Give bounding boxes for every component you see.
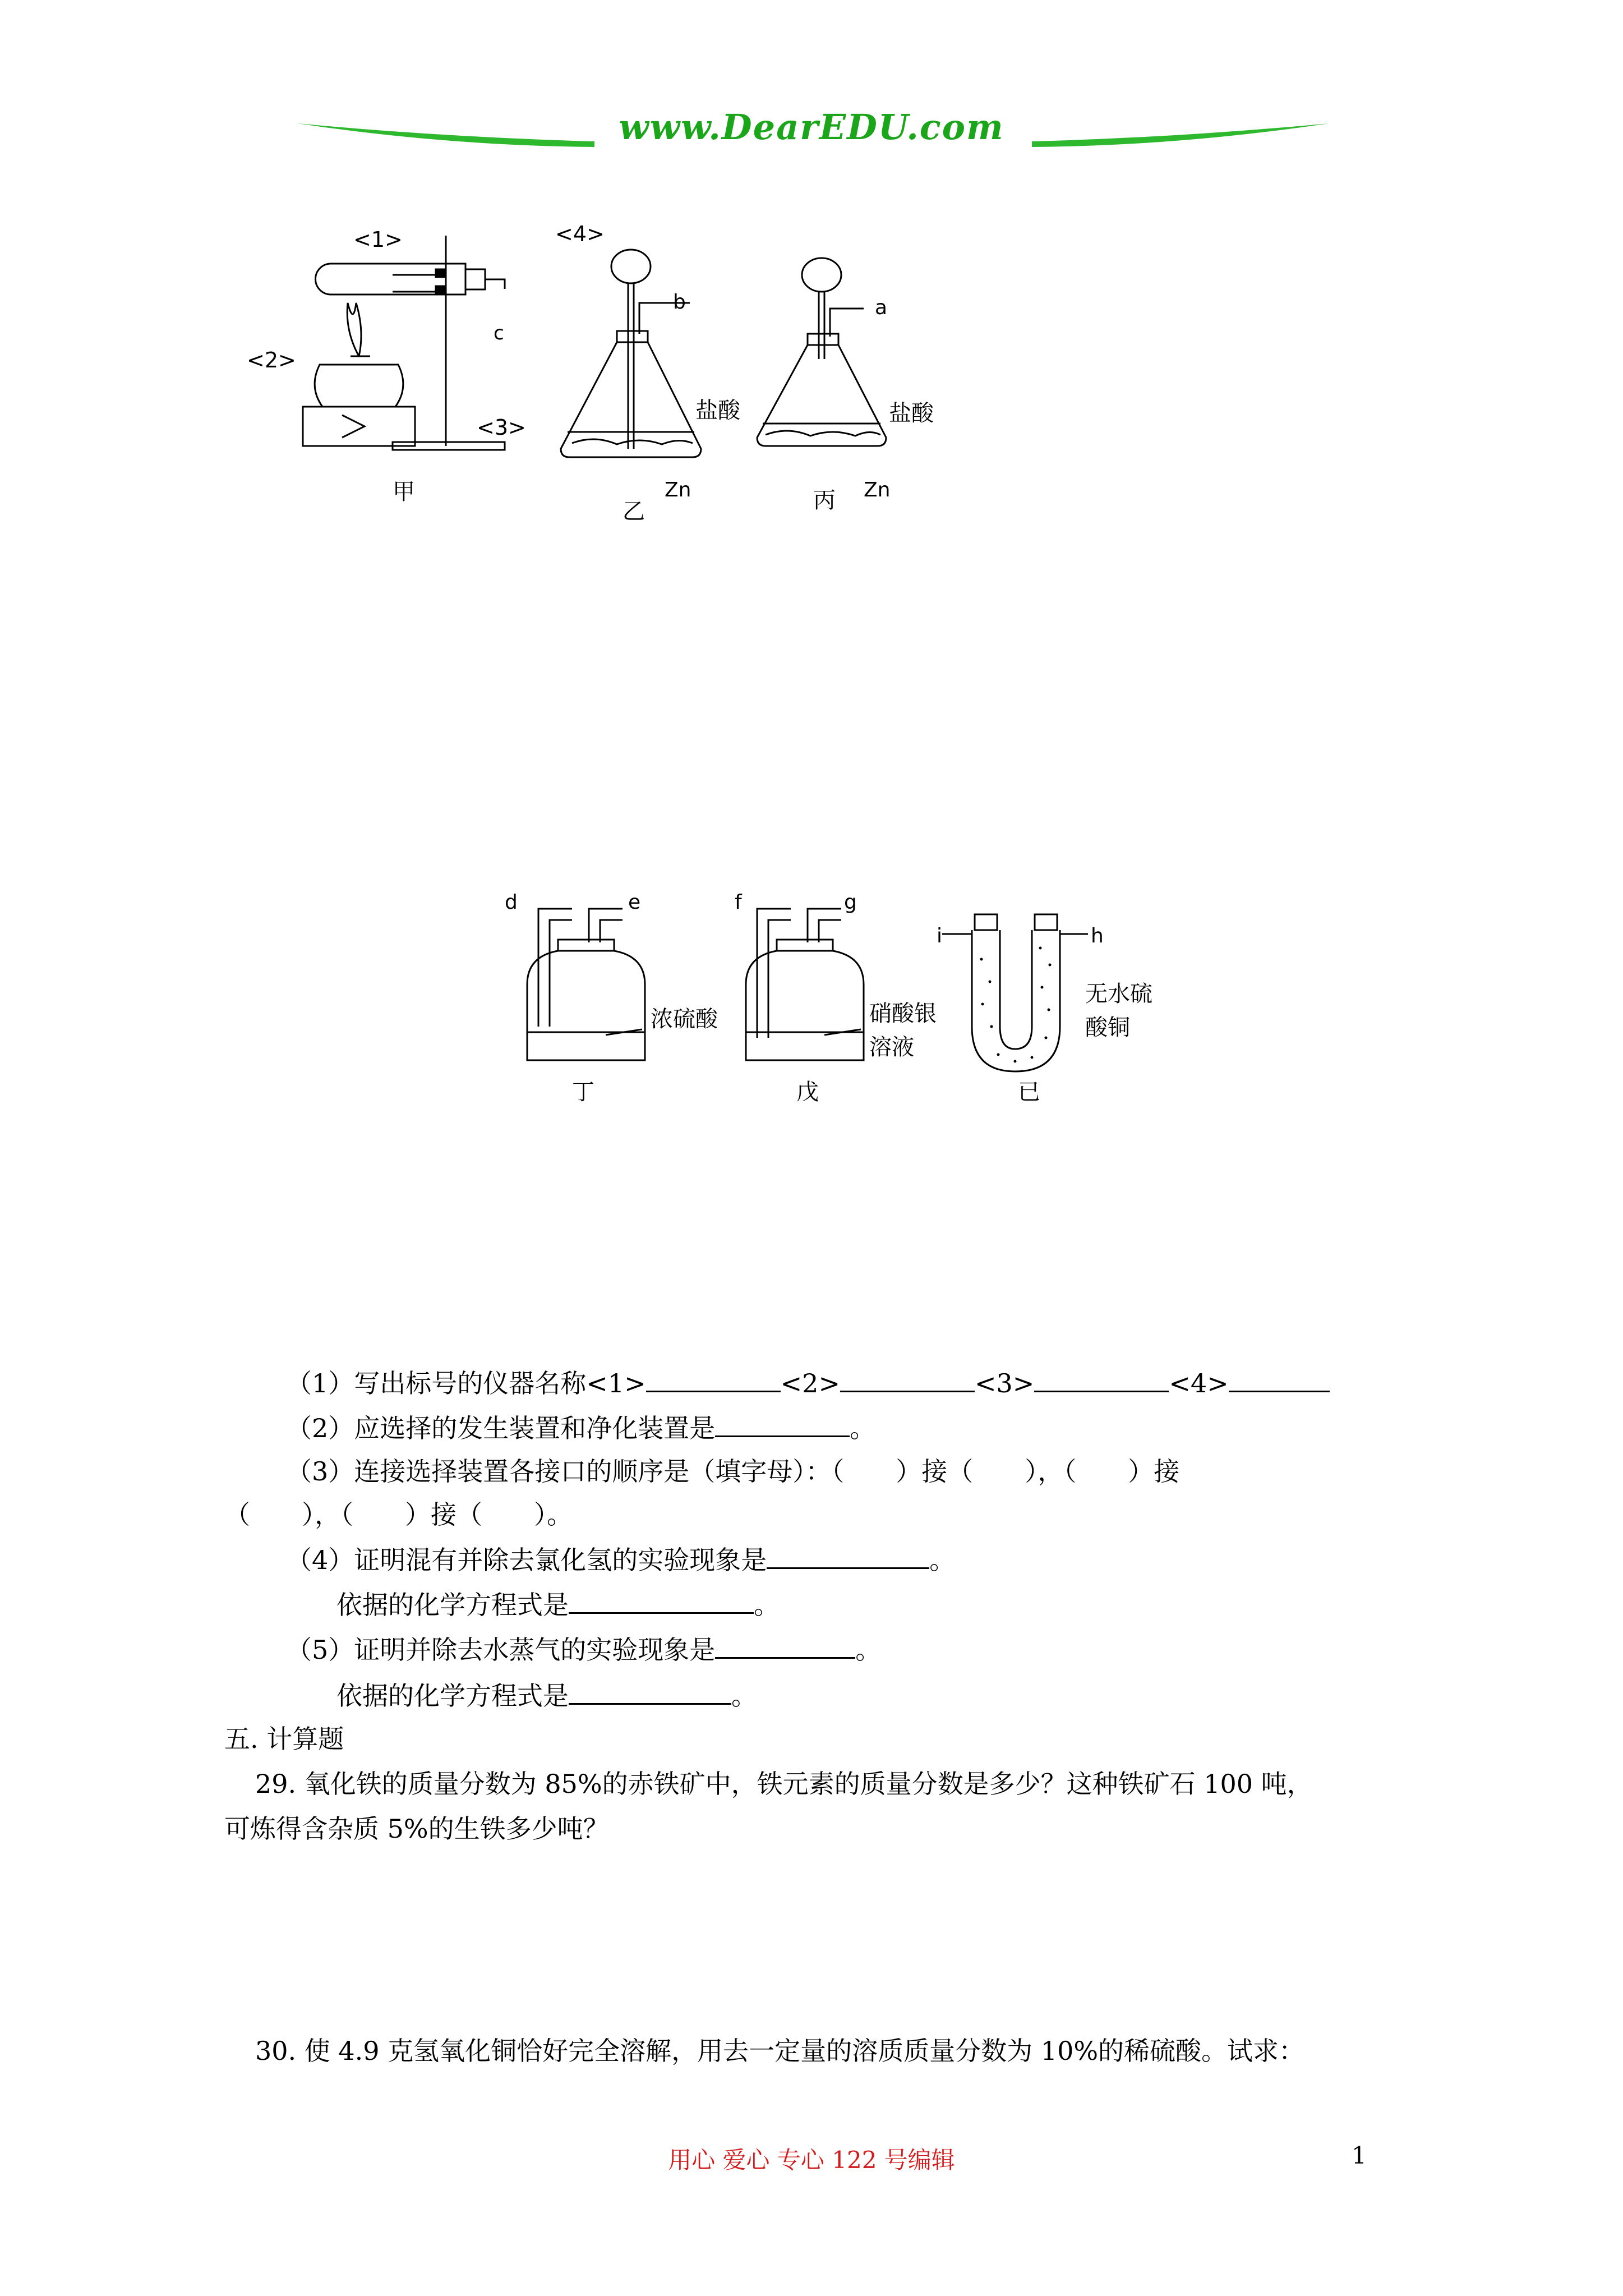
- q5-suffix: 。: [855, 1635, 882, 1665]
- label-bing: 丙: [813, 487, 836, 513]
- label-port-e: e: [628, 891, 641, 914]
- label-num4: <4>: [555, 222, 605, 246]
- label-yi: 乙: [623, 499, 645, 524]
- question-3-line2: （ ），（ ）接（ ）。: [224, 1499, 573, 1530]
- label-port-h: h: [1091, 924, 1104, 947]
- question-29-line2: 可炼得含杂质 5%的生铁多少吨？: [224, 1814, 609, 1844]
- label-port-b: b: [673, 291, 686, 314]
- label-port-d: d: [505, 891, 518, 914]
- question-2: [286, 1411, 875, 1444]
- q5b-prefix: 依据的化学方程式是: [336, 1681, 569, 1711]
- footer-text: 用心 爱心 专心 122 号编辑: [668, 2146, 955, 2174]
- figure-bottom-apparatus: [494, 886, 1223, 1122]
- q5b-blank[interactable]: [569, 1678, 731, 1705]
- q4b-prefix: 依据的化学方程式是: [336, 1590, 569, 1620]
- label-silver-nitrate-1: 硝酸银: [869, 1001, 937, 1027]
- question-5b: [336, 1678, 757, 1711]
- q2-blank[interactable]: [715, 1411, 850, 1437]
- label-port-f: f: [735, 891, 742, 914]
- q1-tag-3: <3>: [975, 1368, 1035, 1398]
- q1-prefix: （1）写出标号的仪器名称: [286, 1368, 587, 1398]
- q4b-suffix: 。: [754, 1590, 780, 1620]
- label-port-a: a: [875, 296, 888, 319]
- label-conc-sulfuric: 浓硫酸: [651, 1006, 718, 1032]
- label-port-c: c: [494, 322, 504, 344]
- label-acid-bing: 盐酸: [889, 401, 934, 426]
- q5b-suffix: 。: [731, 1681, 757, 1711]
- q1-blank-3[interactable]: [1034, 1366, 1169, 1392]
- q1-blank-4[interactable]: [1229, 1366, 1330, 1392]
- label-num1: <1>: [353, 227, 403, 252]
- question-5: [286, 1632, 881, 1665]
- question-29-line1: 29. 氧化铁的质量分数为 85%的赤铁矿中，铁元素的质量分数是多少？这种铁矿石 100 吨，: [255, 1769, 1313, 1799]
- q5-blank[interactable]: [715, 1632, 855, 1659]
- question-4b: [336, 1588, 780, 1621]
- label-port-g: g: [844, 891, 857, 914]
- q2-suffix: 。: [850, 1413, 876, 1443]
- label-port-i: i: [937, 924, 943, 947]
- label-ji: 已: [1018, 1079, 1040, 1105]
- question-1: [286, 1366, 1330, 1399]
- q4-prefix: （4）证明混有并除去氯化氢的实验现象是: [286, 1545, 767, 1575]
- figure-top-apparatus: [224, 213, 1009, 539]
- q1-tag-2: <2>: [780, 1368, 840, 1398]
- q4-suffix: 。: [929, 1545, 956, 1575]
- label-jia: 甲: [393, 479, 415, 505]
- q4b-blank[interactable]: [569, 1588, 754, 1614]
- q1-blank-2[interactable]: [840, 1366, 975, 1392]
- question-3-line1: （3）连接选择装置各接口的顺序是（填字母）：（ ）接（ ），（ ）接: [286, 1456, 1180, 1487]
- label-wu: 戊: [796, 1079, 819, 1105]
- label-num2: <2>: [247, 348, 296, 372]
- label-num3: <3>: [477, 415, 526, 440]
- q1-tag-1: <1>: [586, 1368, 646, 1398]
- logo-text: www.DearEDU.com: [619, 107, 1004, 148]
- q1-tag-4: <4>: [1169, 1368, 1229, 1398]
- label-ding: 丁: [572, 1079, 594, 1105]
- question-4: [286, 1543, 955, 1576]
- section-5-title: 五. 计算题: [224, 1724, 344, 1754]
- label-cuso4-2: 酸铜: [1085, 1015, 1130, 1041]
- q1-blank-1[interactable]: [646, 1366, 781, 1392]
- label-zn-yi: Zn: [665, 478, 691, 501]
- q4-blank[interactable]: [767, 1543, 929, 1569]
- label-zn-bing: Zn: [864, 478, 891, 501]
- label-cuso4-1: 无水硫: [1085, 981, 1152, 1007]
- q2-prefix: （2）应选择的发生装置和净化装置是: [286, 1413, 716, 1443]
- q5-prefix: （5）证明并除去水蒸气的实验现象是: [286, 1635, 716, 1665]
- page-number: 1: [1352, 2142, 1367, 2169]
- label-acid-yi: 盐酸: [695, 398, 740, 424]
- label-silver-nitrate-2: 溶液: [869, 1034, 914, 1060]
- question-30: 30. 使 4.9 克氢氧化铜恰好完全溶解，用去一定量的溶质质量分数为 10%的稀硫酸。试求：: [255, 2036, 1305, 2066]
